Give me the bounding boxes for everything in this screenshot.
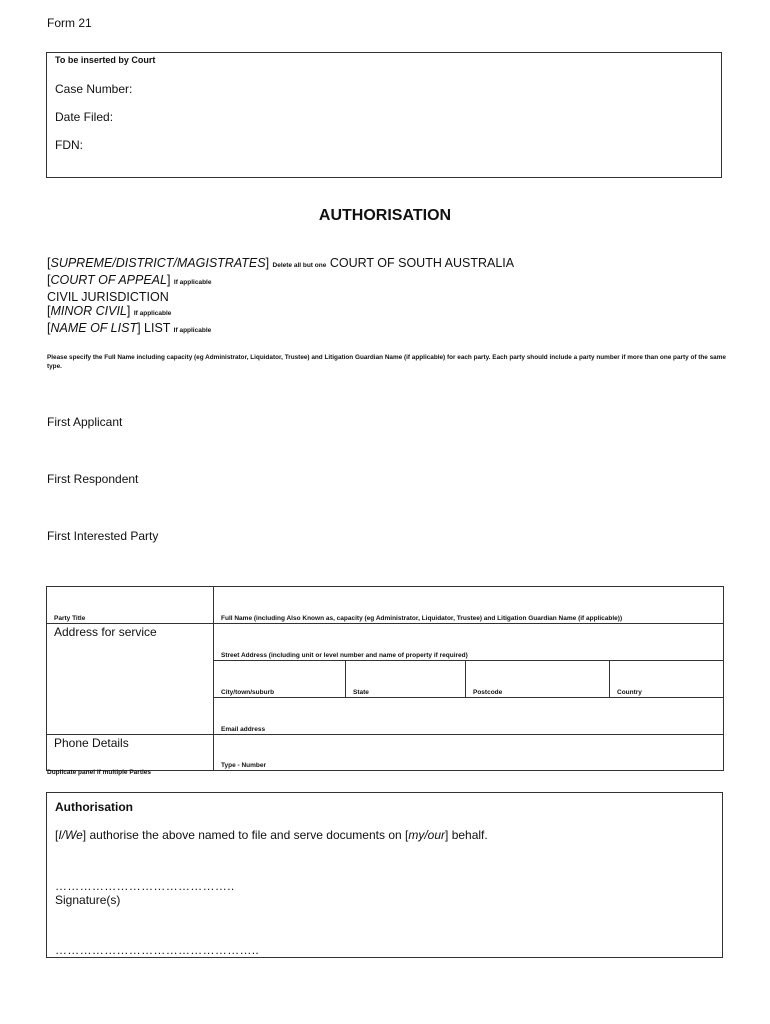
full-name-cell[interactable]: Full Name (including Also Known as, capacity (eg Administrator, Liquidator, Trustee) and Litigation Guardian Name (if applicable)) <box>214 587 724 624</box>
court-box-header: To be inserted by Court <box>55 55 156 65</box>
case-number-field[interactable]: Case Number: <box>55 82 133 96</box>
court-line-2: [COURT OF APPEAL] If applicable <box>47 273 212 287</box>
phone-number-cell[interactable]: Type - Number <box>214 735 724 771</box>
fdn-field[interactable]: FDN: <box>55 138 83 152</box>
first-respondent-label: First Respondent <box>47 472 139 486</box>
duplicate-panel-note: Duplicate panel if multiple Parties <box>47 769 152 776</box>
authorisation-heading: Authorisation <box>55 800 133 814</box>
authorisation-statement: [I/We] authorise the above named to file and serve documents on [my/our] behalf. <box>55 828 488 842</box>
court-line-4: [MINOR CIVIL] If applicable <box>47 304 172 318</box>
email-cell[interactable]: Email address <box>214 698 724 735</box>
postcode-cell[interactable]: Postcode <box>466 661 610 698</box>
signature-label: Signature(s) <box>55 893 121 907</box>
address-for-service-label: Address for service <box>47 624 214 735</box>
court-line-5: [NAME OF LIST] LIST If applicable <box>47 321 212 335</box>
authorisation-box <box>46 792 723 958</box>
court-line-3: CIVIL JURISDICTION <box>47 290 169 304</box>
court-jurisdiction-block <box>47 256 514 338</box>
party-instructions: Please specify the Full Name including capacity (eg Administrator, Liquidator, Trustee) and Litigation Guardian Name (if applicable) for each party. Each party should include a party number if more than one party of the same type. <box>47 354 726 370</box>
signature-line[interactable]: …………………………………….. <box>55 879 235 893</box>
party-details-table <box>46 586 724 771</box>
party-title-cell[interactable]: Party Title <box>47 587 214 624</box>
date-filed-field[interactable]: Date Filed: <box>55 110 114 124</box>
court-use-box <box>46 52 722 178</box>
court-line-1: [SUPREME/DISTRICT/MAGISTRATES] Delete all but one COURT OF SOUTH AUSTRALIA <box>47 256 515 270</box>
street-address-cell[interactable]: Street Address (including unit or level number and name of property if required) <box>214 624 724 661</box>
first-interested-party-label: First Interested Party <box>47 529 159 543</box>
country-cell[interactable]: Country <box>610 661 724 698</box>
form-number-label: Form 21 <box>47 16 92 30</box>
first-applicant-label: First Applicant <box>47 415 123 429</box>
state-cell[interactable]: State <box>346 661 466 698</box>
city-cell[interactable]: City/town/suburb <box>214 661 346 698</box>
page-title: AUTHORISATION <box>318 207 452 224</box>
name-line[interactable]: ………………………………………….. <box>55 943 260 957</box>
phone-details-label: Phone Details <box>47 735 214 771</box>
